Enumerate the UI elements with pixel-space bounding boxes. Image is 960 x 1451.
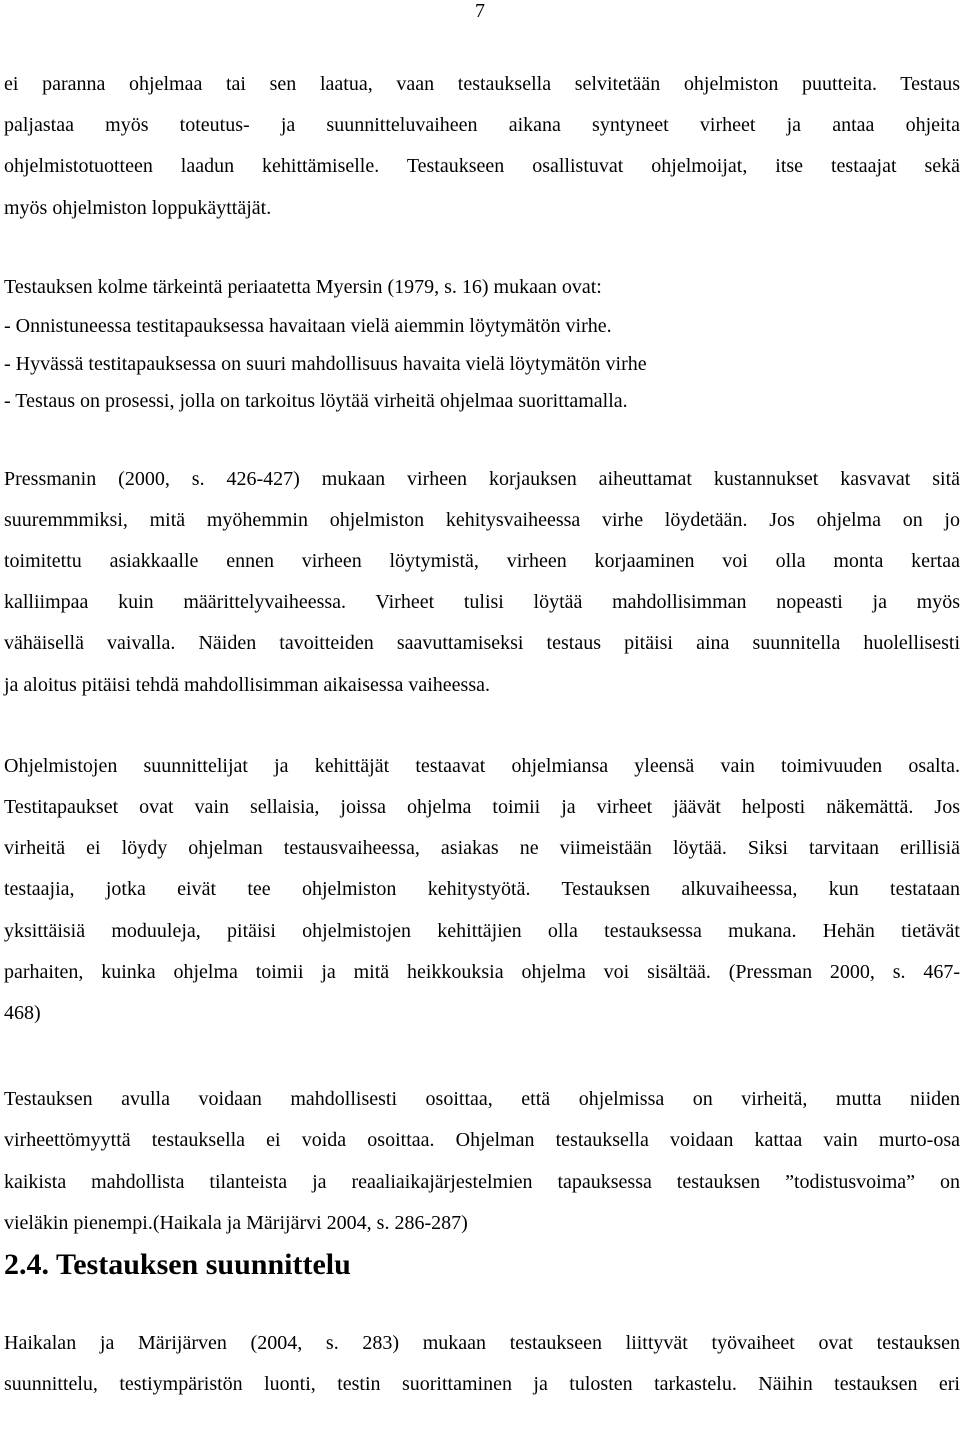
list-item: - Hyvässä testitapauksessa on suuri mahdollisuus havaita vielä löytymätön virhe: [4, 352, 647, 375]
list-item: - Testaus on prosessi, jolla on tarkoitus löytää virheitä ohjelmaa suorittamalla.: [4, 390, 628, 413]
page-number: 7: [475, 0, 485, 22]
text-line: suunnittelu, testiympäristön luonti, testin suorittaminen ja tulosten tarkastelu. Näihin testauksen eri: [4, 1373, 960, 1396]
paragraph-testing-purpose: [4, 64, 960, 229]
text-line: ja aloitus pitäisi tehdä mahdollisimman aikaisessa vaiheessa.: [4, 673, 490, 696]
paragraph-testing-limits: [4, 1079, 960, 1244]
section-heading: 2.4. Testauksen suunnittelu: [4, 1247, 351, 1281]
text-line: kaikista mahdollista tilanteista ja reaaliaikajärjestelmien tapauksessa testauksen ”todistusvoima” on: [4, 1170, 960, 1193]
text-line: toimitettu asiakkaalle ennen virheen löytymistä, virheen korjaaminen voi olla monta kertaa: [4, 549, 960, 572]
paragraph-myers-principles: [4, 267, 960, 421]
text-line: ei paranna ohjelmaa tai sen laatua, vaan testauksella selvitetään ohjelmiston puutteita. Testaus: [4, 73, 960, 95]
text-line: yksittäisiä moduuleja, pitäisi ohjelmistojen kehittäjien olla testauksessa mukana. Hehän tietävät: [4, 919, 960, 942]
paragraph-developers-testing: [4, 746, 960, 1034]
text-line: Testauksen avulla voidaan mahdollisesti osoittaa, että ohjelmissa on virheitä, mutta niiden: [4, 1088, 960, 1111]
text-line: Ohjelmistojen suunnittelijat ja kehittäjät testaavat ohjelmiansa yleensä vain toimivuuden osalta.: [4, 754, 960, 777]
text-line: suuremmmiksi, mitä myöhemmin ohjelmiston kehitysvaiheessa virhe löydetään. Jos ohjelma on jo: [4, 508, 960, 531]
text-line: vieläkin pienempi.(Haikala ja Märijärvi 2004, s. 286-287): [4, 1211, 468, 1234]
paragraph-test-planning: [4, 1323, 960, 1405]
document-body: [4, 64, 960, 1405]
text-line: paljastaa myös toteutus- ja suunnitteluvaiheen aikana syntyneet virheet ja antaa ohjeita: [4, 114, 960, 137]
text-line: Testauksen kolme tärkeintä periaatetta Myersin (1979, s. 16) mukaan ovat:: [4, 275, 602, 298]
text-line: Haikalan ja Märijärven (2004, s. 283) mukaan testaukseen liittyvät työvaiheet ovat testauksen: [4, 1331, 960, 1354]
text-line: testaajia, jotka eivät tee ohjelmiston kehitystyötä. Testauksen alkuvaiheessa, kun testataan: [4, 878, 960, 901]
text-line: parhaiten, kuinka ohjelma toimii ja mitä heikkouksia ohjelma voi sisältää. (Pressman 2000, s. 467-: [4, 960, 960, 983]
text-line: virheitä ei löydy ohjelman testausvaiheessa, asiakas ne viimeistään löytää. Siksi tarvitaan erillisiä: [4, 837, 960, 860]
text-line: virheettömyyttä testauksella ei voida osoittaa. Ohjelman testauksella voidaan kattaa vain murto-osa: [4, 1129, 960, 1152]
text-line: Testitapaukset ovat vain sellaisia, joissa ohjelma toimii ja virheet jäävät helposti näkemättä. Jos: [4, 795, 960, 818]
paragraph-pressman-costs: [4, 459, 960, 706]
text-line: ohjelmistotuotteen laadun kehittämiselle. Testaukseen osallistuvat ohjelmoijat, itse testaajat sekä: [4, 155, 960, 178]
text-line: Pressmanin (2000, s. 426-427) mukaan virheen korjauksen aiheuttamat kustannukset kasvavat sitä: [4, 467, 960, 490]
text-line: 468): [4, 1001, 41, 1024]
list-item: - Onnistuneessa testitapauksessa havaitaan vielä aiemmin löytymätön virhe.: [4, 315, 612, 338]
text-line: kalliimpaa kuin määrittelyvaiheessa. Virheet tulisi löytää mahdollisimman nopeasti ja myös: [4, 591, 960, 614]
text-line: vähäisellä vaivalla. Näiden tavoitteiden saavuttamiseksi testaus pitäisi aina suunnitella huolellisesti: [4, 632, 960, 655]
text-line: myös ohjelmiston loppukäyttäjät.: [4, 196, 272, 219]
